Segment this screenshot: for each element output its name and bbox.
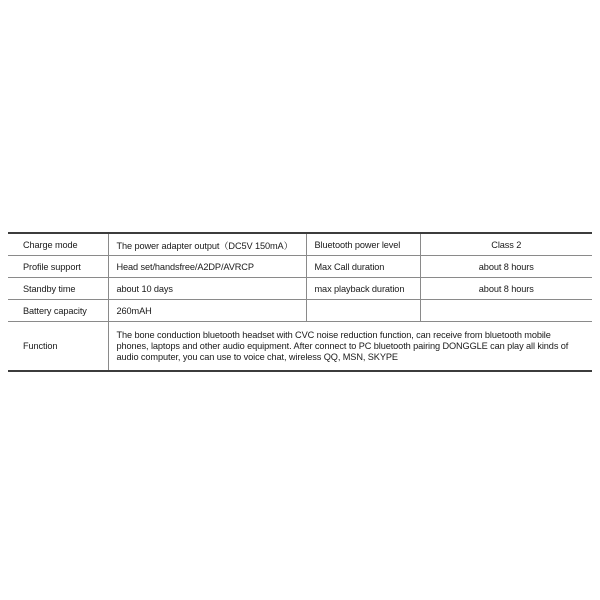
spec-label: max playback duration [306, 278, 420, 300]
spec-value: Head set/handsfree/A2DP/AVRCP [108, 256, 306, 278]
spec-value [420, 300, 592, 322]
spec-label: Profile support [8, 256, 108, 278]
spec-value: The power adapter output（DC5V 150mA） [108, 233, 306, 256]
spec-label: Standby time [8, 278, 108, 300]
spec-value: about 10 days [108, 278, 306, 300]
table-row [8, 233, 592, 256]
spec-value: about 8 hours [420, 256, 592, 278]
spec-table [8, 232, 592, 372]
function-description: The bone conduction bluetooth headset with CVC noise reduction function, can receive from bluetooth mobile phones, laptops and other audio equipment. After connect to PC bluetooth pairing DONGGLE can play all kinds of audio computer, you can use to voice chat, wireless QQ, MSN, SKYPE [108, 322, 592, 372]
table-row [8, 322, 592, 372]
spec-label: Battery capacity [8, 300, 108, 322]
table-row [8, 278, 592, 300]
table-row [8, 256, 592, 278]
spec-label: Max Call duration [306, 256, 420, 278]
spec-label: Function [8, 322, 108, 372]
table-row [8, 300, 592, 322]
spec-label: Bluetooth power level [306, 233, 420, 256]
spec-label [306, 300, 420, 322]
spec-value: about 8 hours [420, 278, 592, 300]
spec-value: Class 2 [420, 233, 592, 256]
spec-value: 260mAH [108, 300, 306, 322]
spec-label: Charge mode [8, 233, 108, 256]
